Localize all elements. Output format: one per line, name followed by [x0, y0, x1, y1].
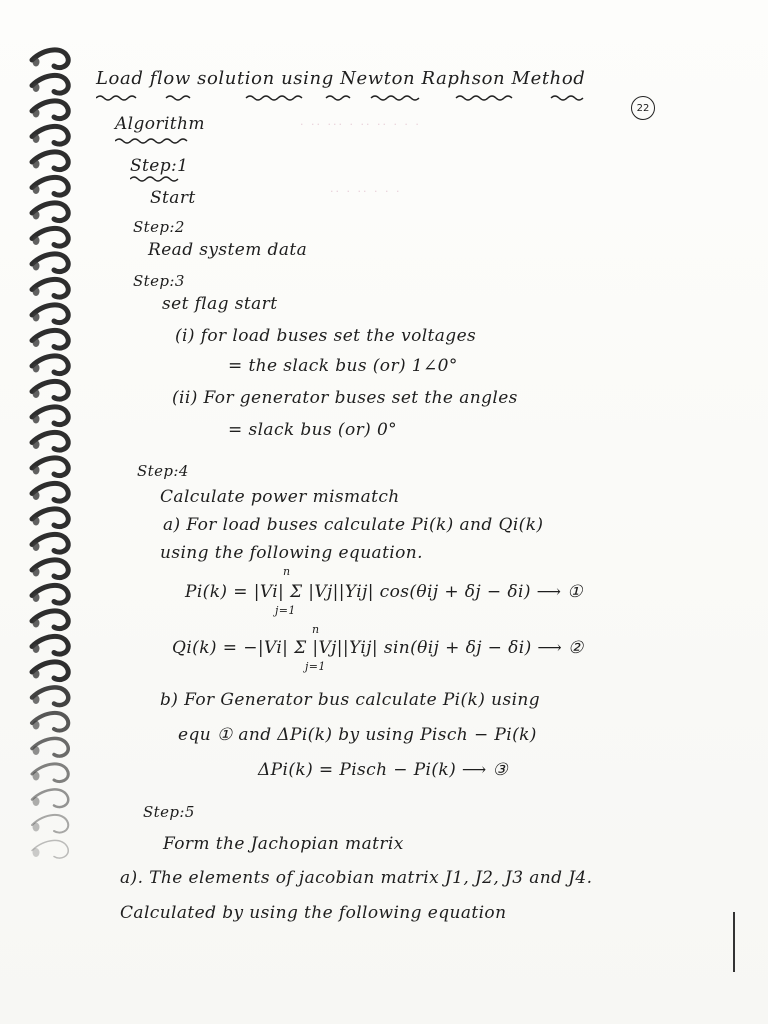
spiral-hole [33, 491, 40, 500]
equation-1-sum-upper: n [283, 565, 291, 578]
spiral-hole [33, 83, 40, 92]
spiral-hole [33, 542, 40, 551]
step-3-item-ii: (ii) For generator buses set the angles [172, 388, 518, 408]
bleed-through-marks: · ·· ··· · ·· ·· · · · [300, 118, 421, 131]
spiral-hole [33, 746, 40, 755]
spiral-hole [33, 466, 40, 475]
spiral-hole [33, 109, 40, 118]
step-3-label: Step:3 [133, 272, 185, 290]
step-4-item-b: b) For Generator bus calculate Pi(k) using [160, 690, 541, 710]
step-5-text: Form the Jachopian matrix [163, 834, 404, 854]
spiral-binding [0, 40, 80, 940]
step-4-item-b-cont: equ ① and ΔPi(k) by using Pisch − Pi(k) [178, 725, 537, 745]
step-3-text: set flag start [162, 294, 278, 314]
step-1-underline [130, 176, 185, 182]
step-4-text: Calculate power mismatch [160, 487, 400, 507]
step-5-item-a: a). The elements of jacobian matrix J1, J2, J3 and J4. [120, 868, 593, 888]
step-4-label: Step:4 [137, 462, 189, 480]
spiral-hole [33, 313, 40, 322]
spiral-hole [33, 670, 40, 679]
page-title: Load flow solution using Newton Raphson Method [96, 68, 586, 89]
spiral-hole [33, 185, 40, 194]
spiral-hole [33, 568, 40, 577]
spiral-hole [33, 823, 40, 832]
step-3-item-i: (i) for load buses set the voltages [175, 326, 477, 346]
spiral-hole [33, 593, 40, 602]
equation-1-sum-lower: j=1 [275, 604, 296, 617]
spiral-hole [33, 517, 40, 526]
equation-2-sum-lower: j=1 [305, 660, 326, 673]
spiral-hole [33, 262, 40, 271]
spiral-hole [33, 389, 40, 398]
equation-2: Qi(k) = −|Vi| Σ |Vj||Yij| sin(θij + δj − δi) ⟶ ② [172, 638, 584, 658]
step-4-item-a: a) For load buses calculate Pi(k) and Qi(k) [163, 515, 544, 535]
page-number-circle: 22 [631, 96, 655, 120]
algorithm-heading: Algorithm [115, 114, 205, 134]
spiral-hole [33, 797, 40, 806]
spiral-hole [33, 619, 40, 628]
equation-1: Pi(k) = |Vi| Σ |Vj||Yij| cos(θij + δj − δi) ⟶ ① [185, 582, 583, 602]
equation-3: ΔPi(k) = Pisch − Pi(k) ⟶ ③ [258, 760, 509, 780]
step-5-item-a-cont: Calculated by using the following equation [120, 903, 507, 923]
bleed-through-marks-2: ·· · ·· · · · [330, 185, 402, 198]
step-2-label: Step:2 [133, 218, 185, 236]
spiral-hole [33, 211, 40, 220]
step-5-label: Step:5 [143, 803, 195, 821]
spiral-hole [33, 415, 40, 424]
spiral-hole [33, 58, 40, 67]
step-4-item-a-cont: using the following equation. [160, 543, 423, 563]
step-1-label: Step:1 [130, 156, 189, 176]
spiral-hole [33, 721, 40, 730]
step-1-text: Start [150, 188, 196, 208]
spiral-hole [33, 772, 40, 781]
step-2-text: Read system data [148, 240, 308, 260]
equation-2-sum-upper: n [312, 623, 320, 636]
margin-mark [733, 912, 735, 972]
spiral-hole [33, 236, 40, 245]
title-underline [96, 95, 656, 101]
algorithm-underline [115, 138, 195, 144]
spiral-hole [33, 160, 40, 169]
spiral-hole [33, 338, 40, 347]
spiral-hole [33, 440, 40, 449]
step-3-item-ii-cont: = slack bus (or) 0° [228, 420, 398, 440]
spiral-hole [33, 848, 40, 857]
spiral-hole [33, 364, 40, 373]
spiral-hole [33, 134, 40, 143]
spiral-hole [33, 644, 40, 653]
step-3-item-i-cont: = the slack bus (or) 1∠0° [228, 356, 458, 376]
spiral-hole [33, 287, 40, 296]
spiral-hole [33, 695, 40, 704]
